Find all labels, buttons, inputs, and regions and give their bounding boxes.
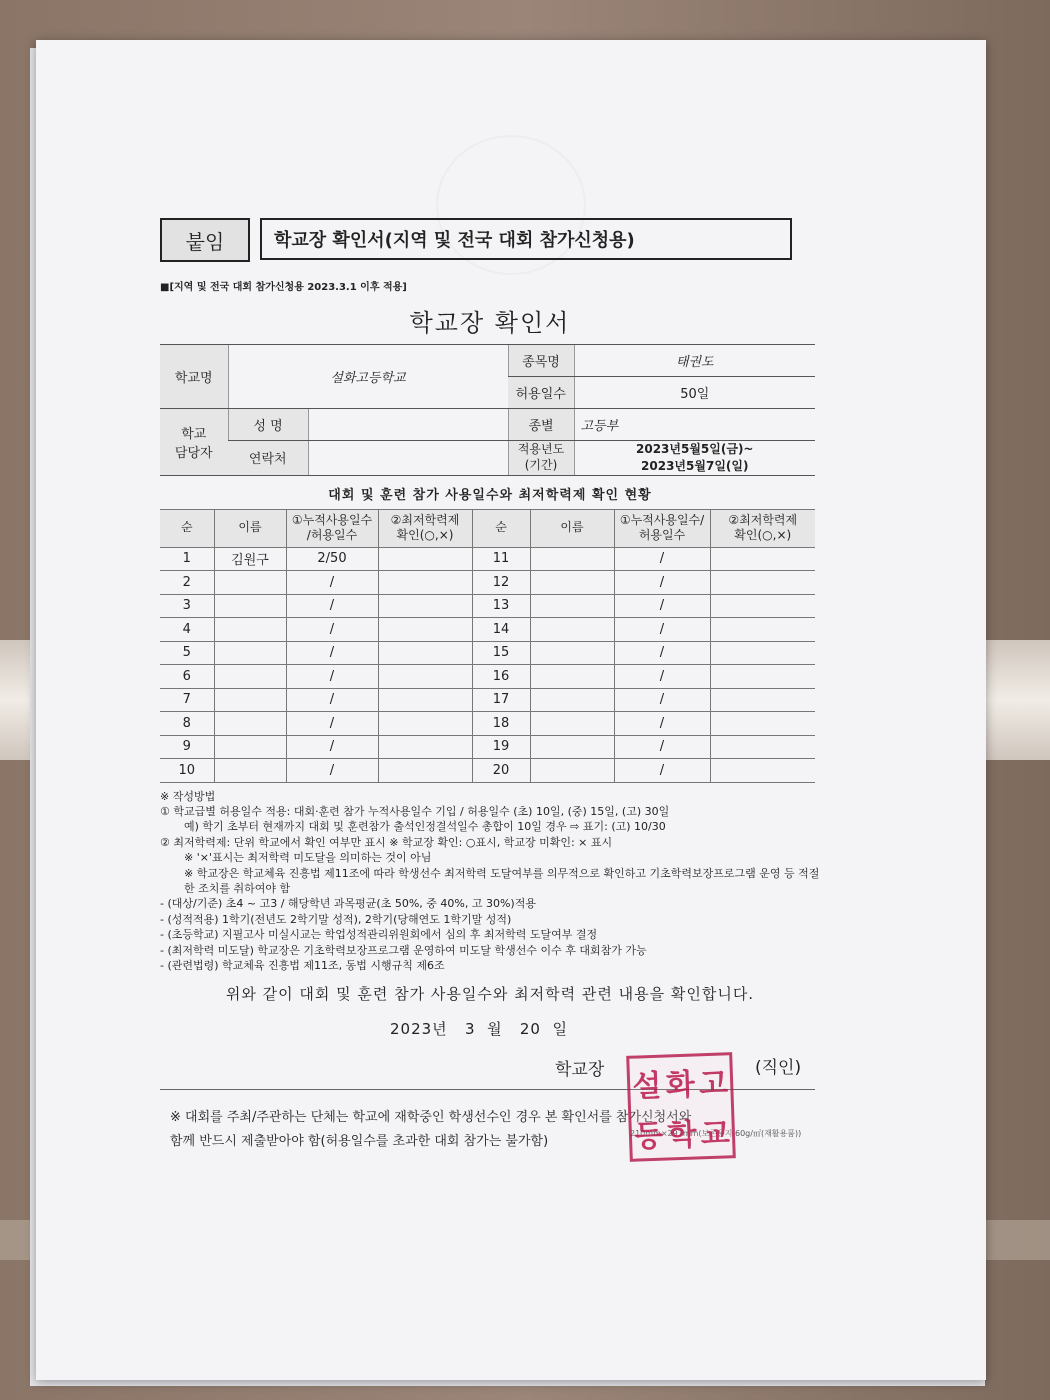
manager-label: 학교 담당자 (160, 409, 228, 476)
days-used: / (286, 712, 378, 736)
student-name (214, 641, 286, 665)
row-no: 5 (160, 641, 214, 665)
row-no-2: 17 (472, 688, 530, 712)
info-row (160, 441, 815, 476)
check-mark-2 (710, 547, 815, 571)
days-used-2: / (614, 618, 710, 642)
days-used: / (286, 735, 378, 759)
days-used: / (286, 618, 378, 642)
col-days-2: ①누적사용일수/ 허용일수 (614, 509, 710, 547)
check-mark-2 (710, 665, 815, 689)
col-days: ①누적사용일수 /허용일수 (286, 509, 378, 547)
info-row (160, 409, 815, 441)
student-name (214, 712, 286, 736)
stamp-char: 화 (665, 1067, 696, 1104)
status-row (160, 594, 815, 618)
stamp-char: 고 (698, 1066, 729, 1103)
category-label: 종별 (508, 409, 574, 441)
stamp-char: 학 (666, 1117, 698, 1154)
status-row (160, 618, 815, 642)
days-used: / (286, 571, 378, 595)
event-value: 태권도 (574, 345, 815, 377)
check-mark (378, 618, 472, 642)
days-used: / (286, 641, 378, 665)
check-mark-2 (710, 594, 815, 618)
event-label: 종목명 (508, 345, 574, 377)
note-line: - (최저학력 미도달) 학교장은 기초학력보장프로그램 운영하여 미도달 학생선수 이수 후 대회참가 가능 (160, 943, 647, 957)
row-no-2: 15 (472, 641, 530, 665)
row-no: 10 (160, 759, 214, 783)
row-no: 7 (160, 688, 214, 712)
student-name (214, 665, 286, 689)
check-mark-2 (710, 712, 815, 736)
student-name-2 (530, 618, 614, 642)
school-label: 학교명 (160, 345, 228, 409)
period-value: 2023년5월5일(금)~ 2023년5월7일(일) (574, 441, 815, 476)
row-no: 4 (160, 618, 214, 642)
note-line: - (대상/기준) 초4 ~ 고3 / 해당학년 과목평균(초 50%, 중 40%, 고 30%)적용 (160, 897, 536, 911)
confirm-statement: 위와 같이 대회 및 훈련 참가 사용일수와 최저학력 관련 내용을 확인합니다. (225, 985, 755, 1004)
check-mark (378, 665, 472, 689)
check-mark (378, 594, 472, 618)
date-day-unit: 일 (552, 1020, 569, 1039)
note-line: ※ '×'표시는 최저학력 미도달을 의미하는 것이 아님 (184, 851, 432, 865)
student-name (214, 688, 286, 712)
student-name-2 (530, 665, 614, 689)
days-used-2: / (614, 571, 710, 595)
row-no-2: 18 (472, 712, 530, 736)
days-used-2: / (614, 688, 710, 712)
date-month-unit: 월 (487, 1020, 503, 1039)
row-no-2: 16 (472, 665, 530, 689)
document (160, 218, 820, 1153)
school-value: 설화고등학교 (228, 345, 508, 409)
row-no-2: 12 (472, 571, 530, 595)
student-name-2 (530, 759, 614, 783)
days-used: / (286, 665, 378, 689)
row-no: 2 (160, 571, 214, 595)
check-mark (378, 759, 472, 783)
check-mark-2 (710, 735, 815, 759)
check-mark-2 (710, 688, 815, 712)
status-row (160, 665, 815, 689)
row-no: 6 (160, 665, 214, 689)
category-value: 고등부 (574, 409, 815, 441)
note-line: ① 학교급별 허용일수 적용: 대회·훈련 참가 누적사용일수 기입 / 허용일수 (초) 10일, (중) 15일, (고) 30일 (160, 804, 670, 818)
status-row (160, 688, 815, 712)
row-no: 9 (160, 735, 214, 759)
days-used-2: / (614, 665, 710, 689)
student-name (214, 735, 286, 759)
check-mark (378, 712, 472, 736)
col-name-2: 이름 (530, 509, 614, 547)
days-used-2: / (614, 759, 710, 783)
check-mark-2 (710, 641, 815, 665)
check-mark (378, 547, 472, 571)
days-used: / (286, 759, 378, 783)
col-name: 이름 (214, 509, 286, 547)
note-line: 예) 학기 초부터 현재까지 대회 및 훈련참가 출석인정결석일수 총합이 10일 경우 ⇨ 표기: (고) 10/30 (184, 820, 666, 834)
period-label: 적용년도 (기간) (508, 441, 574, 476)
col-check: ②최저학력제 확인(○,×) (378, 509, 472, 547)
name-label: 성 명 (228, 409, 308, 441)
col-no: 순 (160, 509, 214, 547)
student-name-2 (530, 594, 614, 618)
row-no-2: 13 (472, 594, 530, 618)
row-no: 1 (160, 547, 214, 571)
check-mark (378, 571, 472, 595)
note-line: - (초등학교) 지필고사 미실시교는 학업성적관리위원회에서 심의 후 최저학력 도달여부 결정 (160, 928, 598, 942)
header-title: 학교장 확인서(지역 및 전국 대회 참가신청용) (260, 218, 792, 260)
contact-value (308, 441, 508, 476)
student-name-2 (530, 688, 614, 712)
check-mark-2 (710, 618, 815, 642)
check-mark (378, 688, 472, 712)
check-mark (378, 641, 472, 665)
status-row (160, 712, 815, 736)
seal-label: (직인) (755, 1058, 802, 1079)
student-name (214, 618, 286, 642)
status-row (160, 759, 815, 783)
check-mark-2 (710, 759, 815, 783)
col-no-2: 순 (472, 509, 530, 547)
row-no: 3 (160, 594, 214, 618)
status-header-row (160, 509, 815, 547)
days-used: / (286, 688, 378, 712)
check-mark (378, 735, 472, 759)
scope-note: ■[지역 및 전국 대회 참가신청용 2023.3.1 이후 적용] (160, 282, 407, 293)
note-line: ※ 학교장은 학교체육 진흥법 제11조에 따라 학생선수 최저학력 도달여부를 의무적으로 확인하고 기초학력보장프로그램 운영 등 적절한 조치를 취하여야 함 (184, 866, 820, 895)
name-value (308, 409, 508, 441)
status-row (160, 571, 815, 595)
student-name-2 (530, 547, 614, 571)
days-used-2: / (614, 712, 710, 736)
days-used-2: / (614, 547, 710, 571)
status-row (160, 547, 815, 571)
allowed-label: 허용일수 (508, 377, 574, 409)
check-mark-2 (710, 571, 815, 595)
student-name-2 (530, 571, 614, 595)
date-line (160, 1018, 820, 1039)
student-name (214, 594, 286, 618)
status-row (160, 641, 815, 665)
student-name-2 (530, 735, 614, 759)
row-no-2: 11 (472, 547, 530, 571)
allowed-value: 50일 (574, 377, 815, 409)
note-heading: ※ 작성방법 (160, 789, 216, 803)
info-table (160, 344, 815, 476)
status-table (160, 509, 815, 783)
col-check-2: ②최저학력제 확인(○,×) (710, 509, 815, 547)
contact-label: 연락처 (228, 441, 308, 476)
stamp-char: 등 (633, 1118, 664, 1155)
school-seal-stamp (626, 1052, 736, 1162)
student-name-2 (530, 641, 614, 665)
student-name: 김원구 (214, 547, 286, 571)
row-no-2: 14 (472, 618, 530, 642)
student-name (214, 759, 286, 783)
days-used: / (286, 594, 378, 618)
attachment-tag: 붙임 (160, 218, 250, 262)
stamp-char: 교 (700, 1116, 731, 1153)
days-used-2: / (614, 641, 710, 665)
footer-note: ※ 대회를 주최/주관하는 단체는 학교에 재학중인 학생선수인 경우 본 확인서를 참가신청서와 함께 반드시 제출받아야 함(허용일수를 초과한 대회 참가는 불가함) (170, 1110, 692, 1149)
info-row (160, 345, 815, 377)
stamp-char: 설 (631, 1068, 663, 1105)
header-row (160, 218, 820, 264)
date-month: 3 (464, 1020, 476, 1039)
date-year: 2023년 (390, 1020, 448, 1039)
row-no: 8 (160, 712, 214, 736)
principal-label: 학교장 (555, 1060, 605, 1081)
note-line: - (성적적용) 1학기(전년도 2학기말 성적), 2학기(당해연도 1학기말 성적) (160, 912, 512, 926)
days-used: 2/50 (286, 547, 378, 571)
row-no-2: 20 (472, 759, 530, 783)
paper-spec: 210mm×297mm(보존용지 60g/㎡(재활용품)) (630, 1129, 802, 1138)
days-used-2: / (614, 594, 710, 618)
days-used-2: / (614, 735, 710, 759)
student-name (214, 571, 286, 595)
status-title: 대회 및 훈련 참가 사용일수와 최저학력제 확인 현황 (328, 487, 652, 503)
note-line: - (관련법령) 학교체육 진흥법 제11조, 동법 시행규칙 제6조 (160, 958, 445, 972)
date-day: 20 (519, 1020, 541, 1039)
row-no-2: 19 (472, 735, 530, 759)
student-name-2 (530, 712, 614, 736)
page-title: 학교장 확인서 (409, 309, 571, 337)
status-row (160, 735, 815, 759)
note-line: ② 최저학력제: 단위 학교에서 확인 여부만 표시 ※ 학교장 확인: ○표시, 학교장 미확인: × 표시 (160, 835, 613, 849)
notes (160, 789, 820, 974)
